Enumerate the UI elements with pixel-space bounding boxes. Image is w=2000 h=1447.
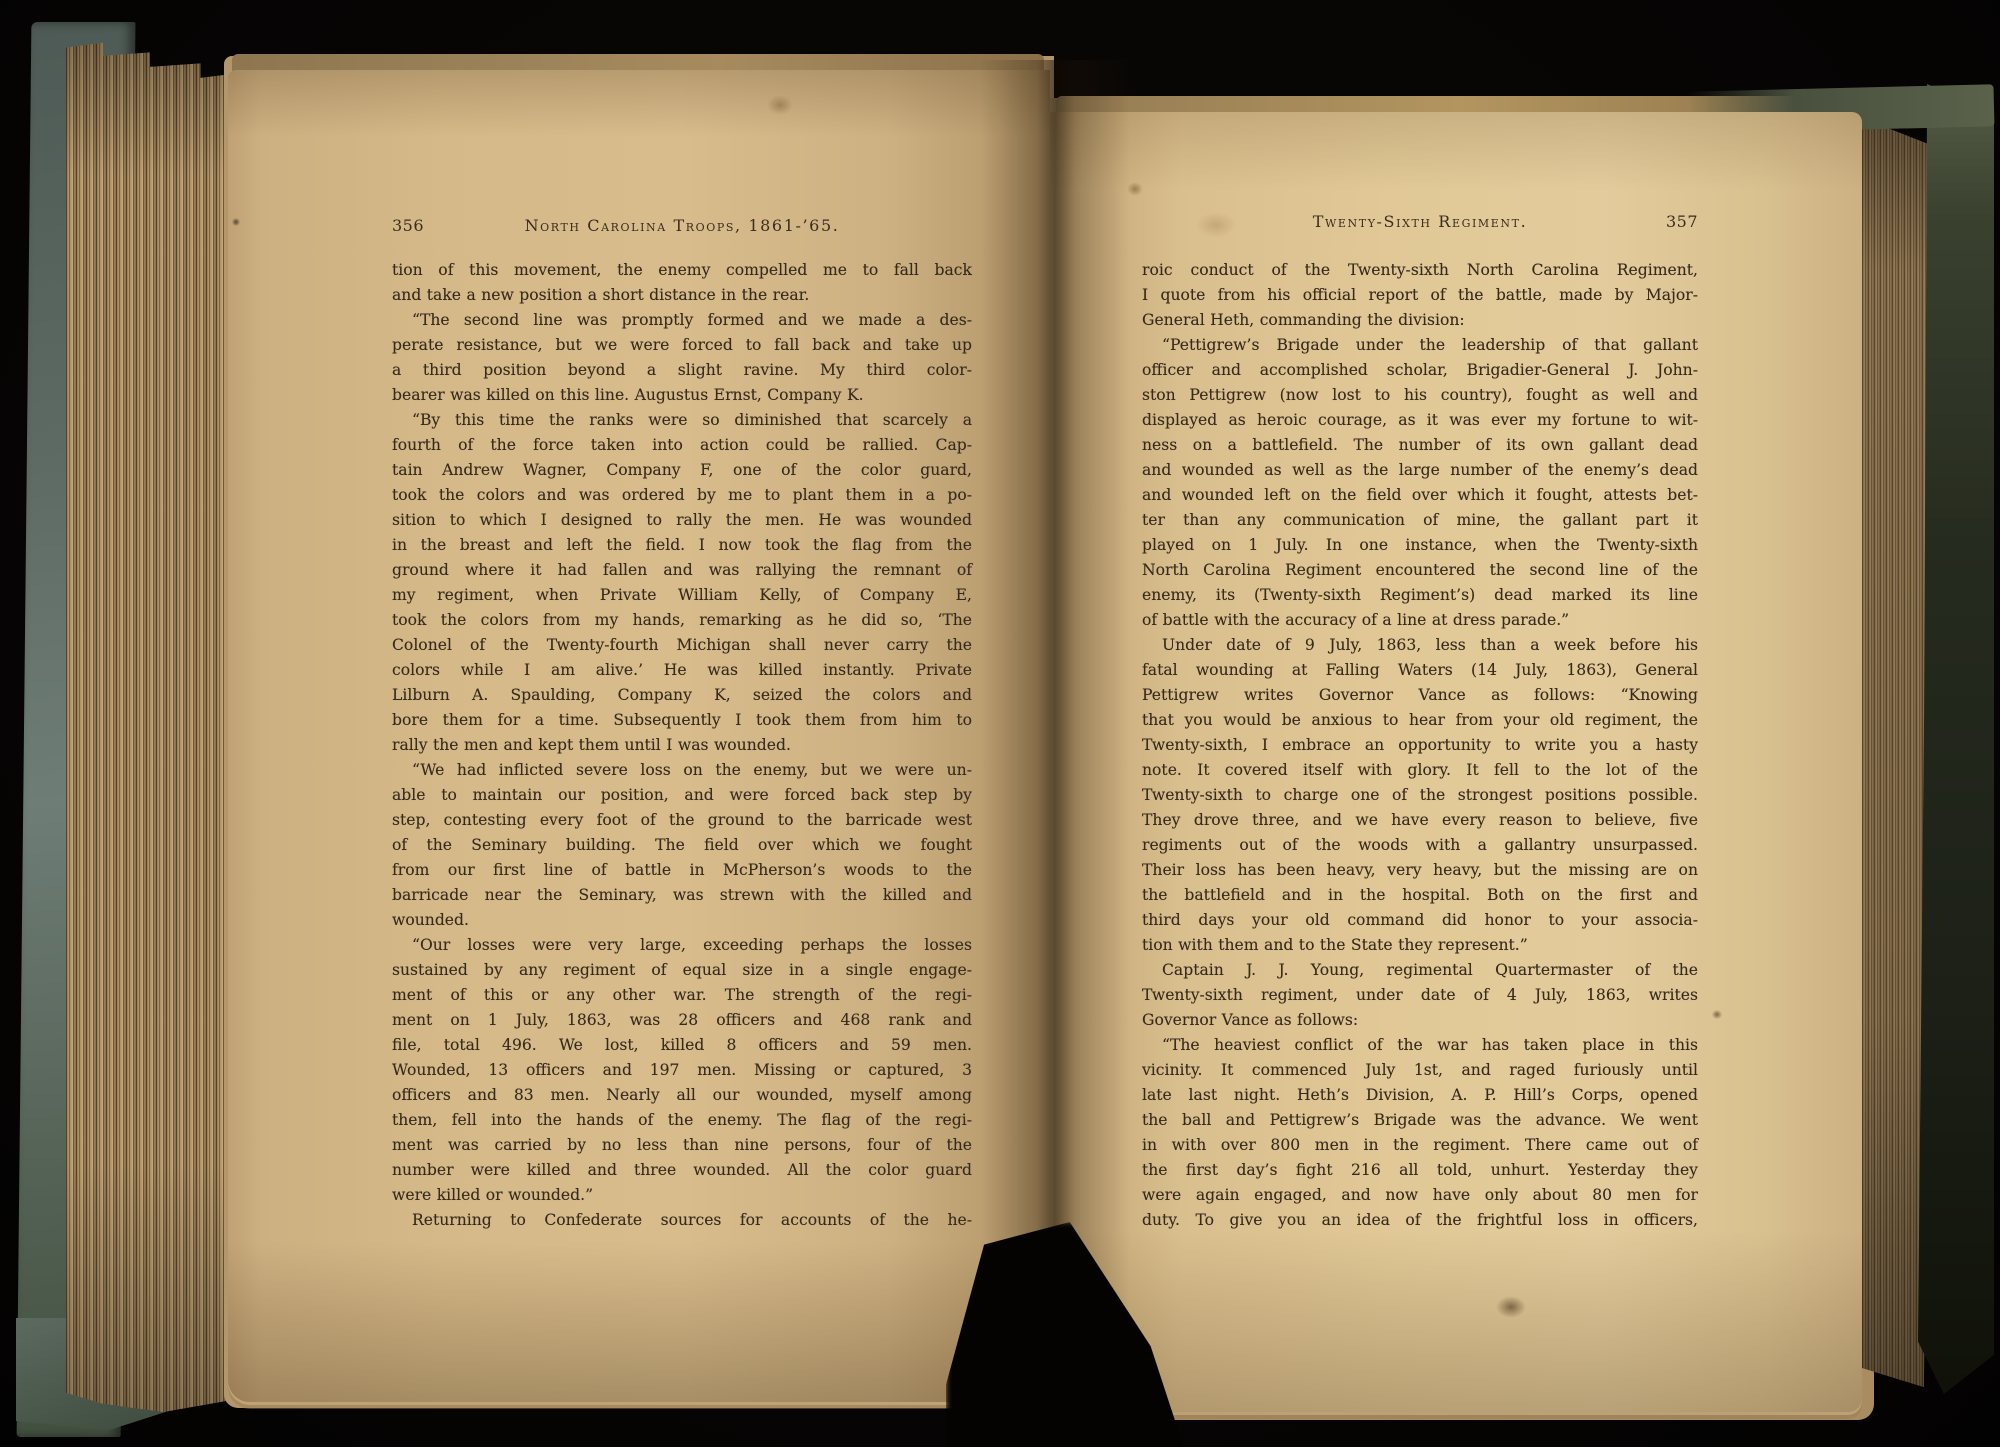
text-line: and wounded as well as the large number of the enemy’s dead <box>1142 461 1698 479</box>
text-line: enemy, its (Twenty-sixth Regiment’s) dead marked its line <box>1142 586 1698 604</box>
text-line: officers and 83 men. Nearly all our wounded, myself among <box>392 1086 972 1104</box>
text-line: of the Seminary building. The field over which we fought <box>392 836 972 854</box>
text-line: and take a new position a short distance in the rear. <box>392 286 810 304</box>
text-line: tion of this movement, the enemy compelled me to fall back <box>392 261 972 279</box>
text-line: tain Andrew Wagner, Company F, one of the color guard, <box>392 461 972 479</box>
text-line: took the colors and was ordered by me to plant them in a po- <box>392 486 972 504</box>
text-line: the ball and Pettigrew’s Brigade was the advance. We went <box>1142 1111 1698 1129</box>
left-fore-edge-page-stack <box>66 38 234 1412</box>
text-line: Wounded, 13 officers and 197 men. Missing or captured, 3 <box>392 1061 972 1079</box>
text-line: Their loss has been heavy, very heavy, but the missing are on <box>1142 861 1698 879</box>
text-line: “By this time the ranks were so diminished that scarcely a <box>412 411 972 429</box>
text-line: Twenty-sixth regiment, under date of 4 July, 1863, writes <box>1142 986 1698 1004</box>
text-line: tion with them and to the State they represent.” <box>1142 936 1528 954</box>
text-line: in the breast and left the field. I now took the flag from the <box>392 536 972 554</box>
text-line: duty. To give you an idea of the frightful loss in officers, <box>1142 1211 1698 1229</box>
right-running-title: Twenty-Sixth Regiment. <box>1312 212 1528 231</box>
text-line: “We had inflicted severe loss on the enemy, but we were un- <box>412 761 972 779</box>
text-line: “Pettigrew’s Brigade under the leadership of that gallant <box>1162 336 1698 354</box>
text-line: Lilburn A. Spaulding, Company K, seized the colors and <box>392 686 972 704</box>
text-line: were again engaged, and now have only about 80 men for <box>1142 1186 1698 1204</box>
text-line: late last night. Heth’s Division, A. P. Hill’s Corps, opened <box>1142 1086 1698 1104</box>
text-line: fourth of the force taken into action could be rallied. Cap- <box>392 436 972 454</box>
text-line: vicinity. It commenced July 1st, and raged furiously until <box>1142 1061 1698 1079</box>
text-line: Captain J. J. Young, regimental Quartermaster of the <box>1162 961 1698 979</box>
text-line: fatal wounding at Falling Waters (14 July, 1863), General <box>1142 661 1698 679</box>
text-line: bearer was killed on this line. Augustus Ernst, Company K. <box>392 386 864 404</box>
book-cover-right <box>1918 84 1994 1394</box>
text-line: “Our losses were very large, exceeding perhaps the losses <box>412 936 972 954</box>
text-line: of battle with the accuracy of a line at dress parade.” <box>1142 611 1570 629</box>
text-line: I quote from his official report of the battle, made by Major- <box>1142 286 1698 304</box>
text-line: played on 1 July. In one instance, when the Twenty-sixth <box>1142 536 1698 554</box>
text-line: Governor Vance as follows: <box>1142 1011 1359 1029</box>
text-line: Returning to Confederate sources for accounts of the he- <box>412 1211 972 1229</box>
text-line: They drove three, and we have every reason to believe, five <box>1142 811 1698 829</box>
text-line: regiments out of the woods with a gallantry unsurpassed. <box>1142 836 1698 854</box>
text-line: Under date of 9 July, 1863, less than a week before his <box>1162 636 1698 654</box>
text-line: them, fell into the hands of the enemy. The flag of the regi- <box>392 1111 972 1129</box>
left-page-body-text <box>392 258 972 1243</box>
text-line: my regiment, when Private William Kelly, of Company E, <box>392 586 972 604</box>
text-line: able to maintain our position, and were forced back step by <box>392 786 972 804</box>
text-line: Twenty-sixth, I embrace an opportunity to write you a hasty <box>1142 736 1698 754</box>
left-page-number: 356 <box>392 216 425 235</box>
left-page <box>228 70 1050 1402</box>
text-line: step, contesting every foot of the ground to the barricade west <box>392 811 972 829</box>
right-running-header <box>1142 212 1698 238</box>
text-line: note. It covered itself with glory. It fell to the lot of the <box>1142 761 1698 779</box>
text-line: from our first line of battle in McPherson’s woods to the <box>392 861 972 879</box>
text-line: took the colors from my hands, remarking as he did so, ‘The <box>392 611 972 629</box>
text-line: North Carolina Regiment encountered the second line of the <box>1142 561 1698 579</box>
text-line: were killed or wounded.” <box>392 1186 594 1204</box>
text-line: roic conduct of the Twenty-sixth North Carolina Regiment, <box>1142 261 1698 279</box>
text-line: wounded. <box>392 911 469 929</box>
text-line: a third position beyond a slight ravine. My third color- <box>392 361 972 379</box>
left-running-header <box>392 216 972 242</box>
left-running-title: North Carolina Troops, 1861-’65. <box>524 216 840 235</box>
right-page <box>1050 112 1862 1412</box>
text-line: Colonel of the Twenty-fourth Michigan shall never carry the <box>392 636 972 654</box>
text-line: third days your old command did honor to your associa- <box>1142 911 1698 929</box>
text-line: colors while I am alive.’ He was killed instantly. Private <box>392 661 972 679</box>
text-line: file, total 496. We lost, killed 8 officers and 59 men. <box>392 1036 972 1054</box>
text-line: ness on a battlefield. The number of its own gallant dead <box>1142 436 1698 454</box>
text-line: General Heth, commanding the division: <box>1142 311 1465 329</box>
text-line: ston Pettigrew (now lost to his country), fought as well and <box>1142 386 1698 404</box>
text-line: ment on 1 July, 1863, was 28 officers and 468 rank and <box>392 1011 972 1029</box>
text-line: bore them for a time. Subsequently I took them from him to <box>392 711 972 729</box>
text-line: ground where it had fallen and was rallying the remnant of <box>392 561 972 579</box>
text-line: sition to which I designed to rally the men. He was wounded <box>392 511 972 529</box>
text-line: displayed as heroic courage, as it was ever my fortune to wit- <box>1142 411 1698 429</box>
right-page-number: 357 <box>1665 212 1698 231</box>
text-line: “The heaviest conflict of the war has taken place in this <box>1162 1036 1698 1054</box>
text-line: officer and accomplished scholar, Brigadier-General J. John- <box>1142 361 1698 379</box>
right-page-body-text <box>1142 258 1698 1243</box>
text-line: barricade near the Seminary, was strewn with the killed and <box>392 886 972 904</box>
text-line: sustained by any regiment of equal size in a single engage- <box>392 961 972 979</box>
text-line: the battlefield and in the hospital. Both on the first and <box>1142 886 1698 904</box>
text-line: ment of this or any other war. The strength of the regi- <box>392 986 972 1004</box>
text-line: “The second line was promptly formed and we made a des- <box>412 311 972 329</box>
text-line: rally the men and kept them until I was wounded. <box>392 736 791 754</box>
text-line: that you would be anxious to hear from your old regiment, the <box>1142 711 1698 729</box>
text-line: and wounded left on the field over which it fought, attests bet- <box>1142 486 1698 504</box>
text-line: Twenty-sixth to charge one of the strongest positions possible. <box>1142 786 1698 804</box>
text-line: ment was carried by no less than nine persons, four of the <box>392 1136 972 1154</box>
text-line: perate resistance, but we were forced to fall back and take up <box>392 336 972 354</box>
text-line: ter than any communication of mine, the gallant part it <box>1142 511 1698 529</box>
text-line: the first day’s fight 216 all told, unhurt. Yesterday they <box>1142 1161 1698 1179</box>
text-line: in with over 800 men in the regiment. There came out of <box>1142 1136 1698 1154</box>
text-line: Pettigrew writes Governor Vance as follows: “Knowing <box>1142 686 1698 704</box>
text-line: number were killed and three wounded. All the color guard <box>392 1161 972 1179</box>
